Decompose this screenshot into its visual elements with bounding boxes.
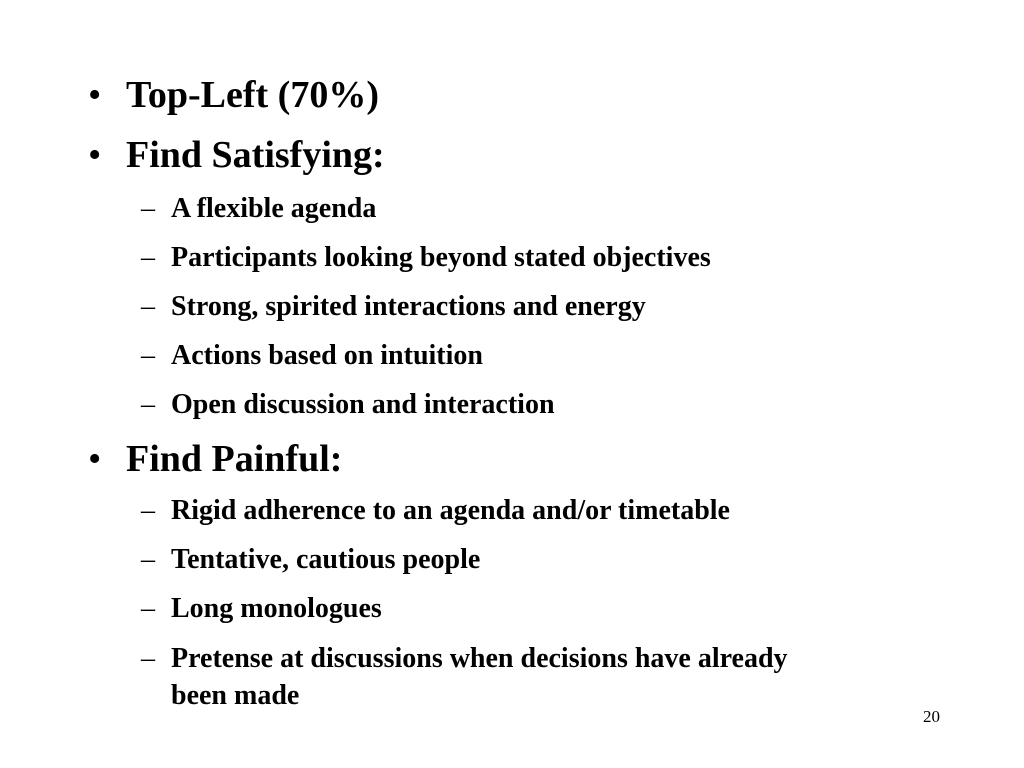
satisfying-item: Strong, spirited interactions and energy: [171, 291, 646, 322]
page-number: 20: [923, 707, 940, 726]
dash-marker: –: [141, 291, 155, 322]
dash-marker: –: [141, 340, 155, 371]
bullet-marker: •: [88, 134, 102, 176]
dash-marker: –: [141, 193, 155, 224]
heading-text: Top-Left (70%): [126, 74, 379, 116]
dash-marker: –: [141, 495, 155, 526]
bullet-marker: •: [88, 438, 102, 480]
satisfying-item: A flexible agenda: [171, 193, 377, 224]
dash-marker: –: [141, 593, 155, 624]
dash-marker: –: [141, 544, 155, 575]
find-satisfying-label: Find Satisfying:: [126, 134, 385, 176]
satisfying-item: Participants looking beyond stated objectives: [171, 242, 711, 273]
satisfying-item: Open discussion and interaction: [171, 389, 555, 420]
painful-item: Rigid adherence to an agenda and/or timetable: [171, 495, 730, 526]
satisfying-item: Actions based on intuition: [171, 340, 483, 371]
dash-marker: –: [141, 643, 155, 674]
bullet-marker: •: [88, 74, 102, 116]
painful-item: Pretense at discussions when decisions have already been made: [171, 643, 788, 711]
painful-item: Long monologues: [171, 593, 382, 624]
dash-marker: –: [141, 242, 155, 273]
find-painful-label: Find Painful:: [126, 438, 343, 480]
painful-item: Tentative, cautious people: [171, 544, 481, 575]
dash-marker: –: [141, 389, 155, 420]
